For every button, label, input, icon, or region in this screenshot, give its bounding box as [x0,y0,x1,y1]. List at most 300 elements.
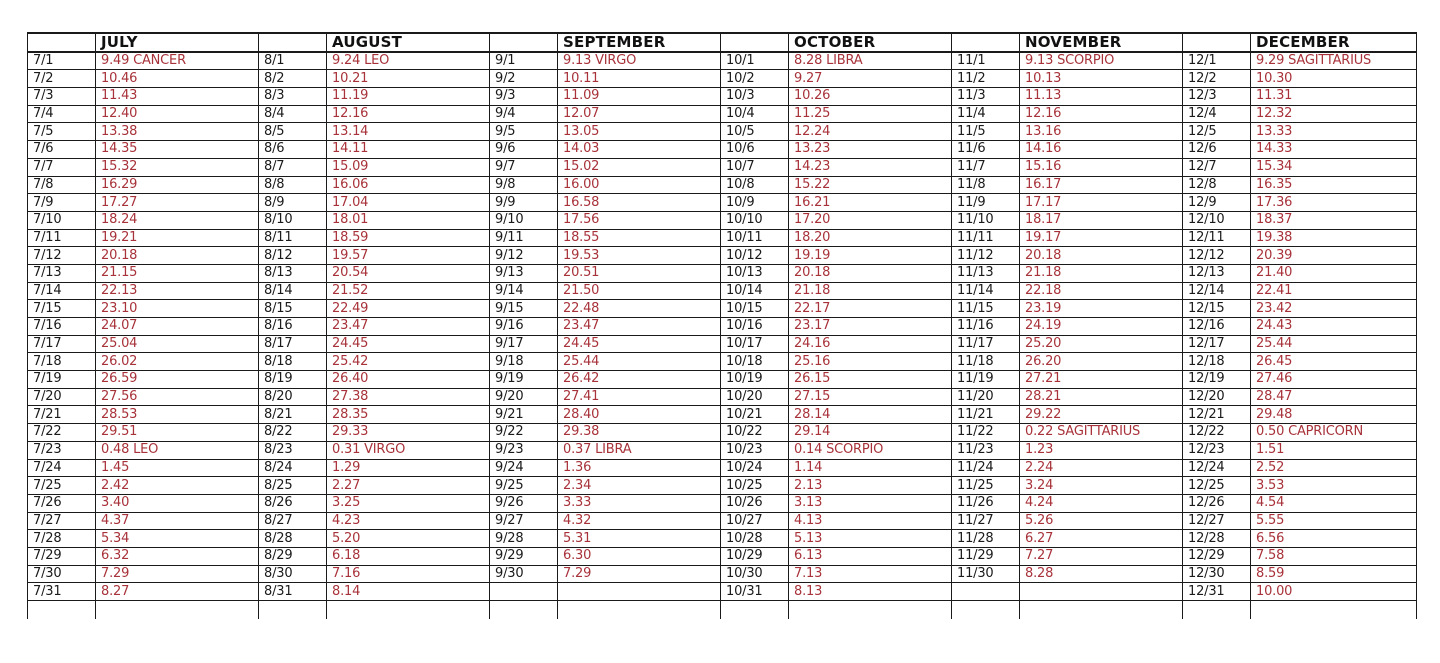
table-row [28,388,1417,406]
date-cell: 9/26 [490,494,558,512]
degree-cell: 28.21 [1020,388,1183,406]
empty-cell [721,601,789,620]
date-cell: 9/21 [490,406,558,424]
date-cell: 8/6 [259,141,327,159]
date-cell: 11/29 [952,547,1020,565]
degree-cell: 0.37 LIBRA [558,441,721,459]
empty-cell [259,601,327,620]
date-cell: 7/27 [28,512,96,530]
date-cell: 9/1 [490,52,558,70]
date-cell: 12/7 [1183,158,1251,176]
empty-cell [327,601,490,620]
date-cell: 10/29 [721,547,789,565]
degree-cell: 22.48 [558,300,721,318]
date-cell: 9/17 [490,335,558,353]
date-cell: 8/2 [259,70,327,88]
degree-cell: 24.07 [96,318,259,336]
date-cell: 12/2 [1183,70,1251,88]
empty-cell [96,601,259,620]
sun-position-table [27,32,1417,619]
table-row [28,530,1417,548]
degree-cell: 9.13 SCORPIO [1020,52,1183,70]
date-cell: 9/20 [490,388,558,406]
date-cell: 10/7 [721,158,789,176]
degree-cell: 28.47 [1251,388,1417,406]
date-cell: 9/22 [490,424,558,442]
empty-cell [1020,601,1183,620]
degree-cell: 6.27 [1020,530,1183,548]
date-cell: 7/15 [28,300,96,318]
degree-cell: 14.23 [789,158,952,176]
month-date-header-3 [721,33,789,52]
date-cell: 11/25 [952,477,1020,495]
degree-cell: 21.15 [96,264,259,282]
date-cell: 12/16 [1183,318,1251,336]
date-cell: 9/28 [490,530,558,548]
degree-cell: 11.13 [1020,88,1183,106]
date-cell: 11/3 [952,88,1020,106]
date-cell: 7/26 [28,494,96,512]
degree-cell: 21.18 [1020,264,1183,282]
table-row [28,158,1417,176]
degree-cell: 7.13 [789,565,952,583]
table-row [28,247,1417,265]
degree-cell: 12.16 [327,105,490,123]
date-cell: 9/6 [490,141,558,159]
degree-cell: 18.01 [327,211,490,229]
degree-cell: 17.36 [1251,194,1417,212]
date-cell: 11/14 [952,282,1020,300]
degree-cell: 28.14 [789,406,952,424]
degree-cell: 13.23 [789,141,952,159]
degree-cell: 26.45 [1251,353,1417,371]
table-row [28,318,1417,336]
degree-cell: 28.35 [327,406,490,424]
date-cell: 10/6 [721,141,789,159]
date-cell: 10/19 [721,371,789,389]
degree-cell: 27.15 [789,388,952,406]
date-cell: 7/1 [28,52,96,70]
date-cell: 12/30 [1183,565,1251,583]
date-cell: 10/21 [721,406,789,424]
degree-cell: 22.17 [789,300,952,318]
date-cell: 12/25 [1183,477,1251,495]
degree-cell: 20.18 [789,264,952,282]
date-cell: 7/12 [28,247,96,265]
date-cell: 12/11 [1183,229,1251,247]
date-cell: 8/12 [259,247,327,265]
degree-cell: 11.43 [96,88,259,106]
table-row [28,583,1417,601]
degree-cell: 23.47 [558,318,721,336]
date-cell: 7/2 [28,70,96,88]
month-name-header: SEPTEMBER [558,33,721,52]
date-cell: 11/20 [952,388,1020,406]
date-cell: 8/21 [259,406,327,424]
date-cell: 8/23 [259,441,327,459]
date-cell: 7/22 [28,424,96,442]
degree-cell: 14.03 [558,141,721,159]
date-cell: 10/22 [721,424,789,442]
degree-cell: 10.26 [789,88,952,106]
date-cell: 8/13 [259,264,327,282]
date-cell: 9/5 [490,123,558,141]
date-cell: 12/19 [1183,371,1251,389]
degree-cell: 4.32 [558,512,721,530]
date-cell: 10/15 [721,300,789,318]
date-cell: 12/17 [1183,335,1251,353]
date-cell: 8/28 [259,530,327,548]
date-cell: 9/25 [490,477,558,495]
empty-cell [952,601,1020,620]
date-cell: 10/1 [721,52,789,70]
degree-cell: 29.14 [789,424,952,442]
date-cell: 11/24 [952,459,1020,477]
degree-cell: 7.58 [1251,547,1417,565]
date-cell: 8/16 [259,318,327,336]
degree-cell: 9.13 VIRGO [558,52,721,70]
degree-cell: 20.39 [1251,247,1417,265]
degree-cell: 5.31 [558,530,721,548]
degree-cell: 19.53 [558,247,721,265]
date-cell: 10/3 [721,88,789,106]
degree-cell: 5.34 [96,530,259,548]
degree-cell: 29.48 [1251,406,1417,424]
degree-cell: 3.24 [1020,477,1183,495]
date-cell: 9/16 [490,318,558,336]
degree-cell: 14.16 [1020,141,1183,159]
date-cell: 9/13 [490,264,558,282]
date-cell: 8/26 [259,494,327,512]
table-row [28,300,1417,318]
date-cell: 7/24 [28,459,96,477]
degree-cell: 29.33 [327,424,490,442]
date-cell: 7/19 [28,371,96,389]
date-cell: 9/19 [490,371,558,389]
date-cell: 7/4 [28,105,96,123]
date-cell: 9/14 [490,282,558,300]
degree-cell: 2.34 [558,477,721,495]
degree-cell: 13.16 [1020,123,1183,141]
degree-cell: 24.45 [558,335,721,353]
date-cell: 11/28 [952,530,1020,548]
date-cell: 11/26 [952,494,1020,512]
date-cell: 7/11 [28,229,96,247]
degree-cell: 9.49 CANCER [96,52,259,70]
month-name-header: OCTOBER [789,33,952,52]
month-name-header: AUGUST [327,33,490,52]
date-cell: 8/22 [259,424,327,442]
date-cell: 10/17 [721,335,789,353]
date-cell: 12/23 [1183,441,1251,459]
date-cell: 10/11 [721,229,789,247]
degree-cell: 12.40 [96,105,259,123]
table-row [28,123,1417,141]
degree-cell: 25.20 [1020,335,1183,353]
date-cell: 11/9 [952,194,1020,212]
date-cell: 8/24 [259,459,327,477]
degree-cell: 6.30 [558,547,721,565]
degree-cell: 8.59 [1251,565,1417,583]
date-cell: 12/18 [1183,353,1251,371]
degree-cell: 11.19 [327,88,490,106]
date-cell: 11/10 [952,211,1020,229]
date-cell: 12/28 [1183,530,1251,548]
degree-cell: 17.56 [558,211,721,229]
degree-cell: 2.24 [1020,459,1183,477]
date-cell: 10/13 [721,264,789,282]
degree-cell: 11.31 [1251,88,1417,106]
degree-cell: 6.32 [96,547,259,565]
degree-cell: 22.41 [1251,282,1417,300]
date-cell: 9/9 [490,194,558,212]
degree-cell: 12.24 [789,123,952,141]
degree-cell: 12.32 [1251,105,1417,123]
degree-cell: 1.29 [327,459,490,477]
date-cell: 10/27 [721,512,789,530]
degree-cell: 16.29 [96,176,259,194]
date-cell: 10/9 [721,194,789,212]
date-cell: 11/8 [952,176,1020,194]
degree-cell: 8.28 LIBRA [789,52,952,70]
degree-cell: 12.16 [1020,105,1183,123]
month-date-header-0 [28,33,96,52]
date-cell: 7/16 [28,318,96,336]
degree-cell: 3.13 [789,494,952,512]
degree-cell: 4.37 [96,512,259,530]
degree-cell: 22.18 [1020,282,1183,300]
degree-cell: 21.50 [558,282,721,300]
date-cell: 10/10 [721,211,789,229]
degree-cell: 23.42 [1251,300,1417,318]
date-cell: 11/18 [952,353,1020,371]
date-cell: 11/19 [952,371,1020,389]
empty-cell [1251,601,1417,620]
degree-cell: 0.22 SAGITTARIUS [1020,424,1183,442]
empty-cell [1183,601,1251,620]
date-cell: 10/31 [721,583,789,601]
degree-cell: 15.09 [327,158,490,176]
degree-cell: 1.23 [1020,441,1183,459]
degree-cell: 15.02 [558,158,721,176]
degree-cell: 4.24 [1020,494,1183,512]
degree-cell: 10.30 [1251,70,1417,88]
degree-cell: 26.20 [1020,353,1183,371]
date-cell: 9/27 [490,512,558,530]
date-cell: 7/30 [28,565,96,583]
degree-cell: 18.24 [96,211,259,229]
table-row [28,264,1417,282]
degree-cell: 18.59 [327,229,490,247]
date-cell: 10/14 [721,282,789,300]
date-cell: 10/24 [721,459,789,477]
degree-cell: 17.17 [1020,194,1183,212]
degree-cell: 18.55 [558,229,721,247]
degree-cell: 2.13 [789,477,952,495]
degree-cell: 16.21 [789,194,952,212]
degree-cell: 11.09 [558,88,721,106]
table-row [28,70,1417,88]
table-row [28,424,1417,442]
degree-cell: 2.27 [327,477,490,495]
degree-cell: 16.00 [558,176,721,194]
degree-cell: 16.17 [1020,176,1183,194]
date-cell: 11/5 [952,123,1020,141]
degree-cell: 27.21 [1020,371,1183,389]
date-cell: 9/10 [490,211,558,229]
empty-cell [558,601,721,620]
date-cell: 11/12 [952,247,1020,265]
date-cell: 11/13 [952,264,1020,282]
date-cell: 7/23 [28,441,96,459]
date-cell: 9/3 [490,88,558,106]
date-cell: 12/8 [1183,176,1251,194]
degree-cell: 15.32 [96,158,259,176]
date-cell: 7/25 [28,477,96,495]
degree-cell: 24.16 [789,335,952,353]
degree-cell: 8.28 [1020,565,1183,583]
degree-cell: 25.04 [96,335,259,353]
degree-cell: 0.31 VIRGO [327,441,490,459]
table-row [28,229,1417,247]
table-row [28,547,1417,565]
date-cell: 7/5 [28,123,96,141]
date-cell: 11/11 [952,229,1020,247]
table-row [28,194,1417,212]
degree-cell: 1.14 [789,459,952,477]
degree-cell: 17.04 [327,194,490,212]
month-date-header-1 [259,33,327,52]
date-cell: 10/25 [721,477,789,495]
date-cell: 7/7 [28,158,96,176]
degree-cell: 24.45 [327,335,490,353]
date-cell: 9/29 [490,547,558,565]
empty-cell [789,601,952,620]
degree-cell: 27.41 [558,388,721,406]
degree-cell: 24.43 [1251,318,1417,336]
degree-cell: 22.49 [327,300,490,318]
date-cell: 12/1 [1183,52,1251,70]
degree-cell: 10.21 [327,70,490,88]
date-cell: 12/6 [1183,141,1251,159]
degree-cell: 28.53 [96,406,259,424]
degree-cell: 27.46 [1251,371,1417,389]
degree-cell: 3.40 [96,494,259,512]
date-cell: 12/29 [1183,547,1251,565]
degree-cell: 13.38 [96,123,259,141]
degree-cell: 4.23 [327,512,490,530]
date-cell: 8/5 [259,123,327,141]
degree-cell: 14.35 [96,141,259,159]
degree-cell: 20.18 [96,247,259,265]
date-cell: 7/10 [28,211,96,229]
date-cell: 8/10 [259,211,327,229]
table-row [28,371,1417,389]
degree-cell: 9.27 [789,70,952,88]
empty-cell [28,601,96,620]
table-row [28,512,1417,530]
degree-cell: 19.38 [1251,229,1417,247]
empty-trailing-row [28,601,1417,620]
date-cell: 11/30 [952,565,1020,583]
degree-cell: 27.56 [96,388,259,406]
degree-cell: 8.27 [96,583,259,601]
table-row [28,353,1417,371]
degree-cell: 29.51 [96,424,259,442]
date-cell: 12/14 [1183,282,1251,300]
month-date-header-4 [952,33,1020,52]
degree-cell: 3.25 [327,494,490,512]
degree-cell: 21.52 [327,282,490,300]
date-cell: 12/13 [1183,264,1251,282]
degree-cell: 5.55 [1251,512,1417,530]
date-cell: 7/8 [28,176,96,194]
degree-cell: 5.13 [789,530,952,548]
date-cell: 7/9 [28,194,96,212]
degree-cell: 12.07 [558,105,721,123]
date-cell: 7/31 [28,583,96,601]
date-cell: 8/14 [259,282,327,300]
table-row [28,406,1417,424]
degree-cell: 17.20 [789,211,952,229]
degree-cell: 27.38 [327,388,490,406]
date-cell: 8/20 [259,388,327,406]
date-cell: 8/30 [259,565,327,583]
degree-cell: 0.14 SCORPIO [789,441,952,459]
degree-cell: 11.25 [789,105,952,123]
table-row [28,176,1417,194]
date-cell: 11/6 [952,141,1020,159]
degree-cell: 8.14 [327,583,490,601]
date-cell: 10/23 [721,441,789,459]
degree-cell: 7.27 [1020,547,1183,565]
month-header-row [28,33,1417,52]
date-cell: 10/28 [721,530,789,548]
degree-cell: 23.10 [96,300,259,318]
table-row [28,494,1417,512]
date-cell: 12/5 [1183,123,1251,141]
degree-cell: 20.18 [1020,247,1183,265]
date-cell: 9/2 [490,70,558,88]
date-cell: 10/8 [721,176,789,194]
empty-cell [490,601,558,620]
table-row [28,88,1417,106]
date-cell: 8/3 [259,88,327,106]
degree-cell: 15.22 [789,176,952,194]
degree-cell: 2.42 [96,477,259,495]
table-row [28,52,1417,70]
degree-cell: 4.13 [789,512,952,530]
degree-cell: 10.00 [1251,583,1417,601]
degree-cell: 26.02 [96,353,259,371]
degree-cell: 9.29 SAGITTARIUS [1251,52,1417,70]
degree-cell: 29.22 [1020,406,1183,424]
date-cell: 12/22 [1183,424,1251,442]
date-cell: 7/20 [28,388,96,406]
month-date-header-5 [1183,33,1251,52]
month-name-header: JULY [96,33,259,52]
degree-cell: 22.13 [96,282,259,300]
degree-cell [1020,583,1183,601]
date-cell: 8/18 [259,353,327,371]
degree-cell: 6.56 [1251,530,1417,548]
date-cell: 9/7 [490,158,558,176]
date-cell: 11/21 [952,406,1020,424]
date-cell: 11/15 [952,300,1020,318]
date-cell: 11/1 [952,52,1020,70]
date-cell: 10/26 [721,494,789,512]
month-name-header: NOVEMBER [1020,33,1183,52]
